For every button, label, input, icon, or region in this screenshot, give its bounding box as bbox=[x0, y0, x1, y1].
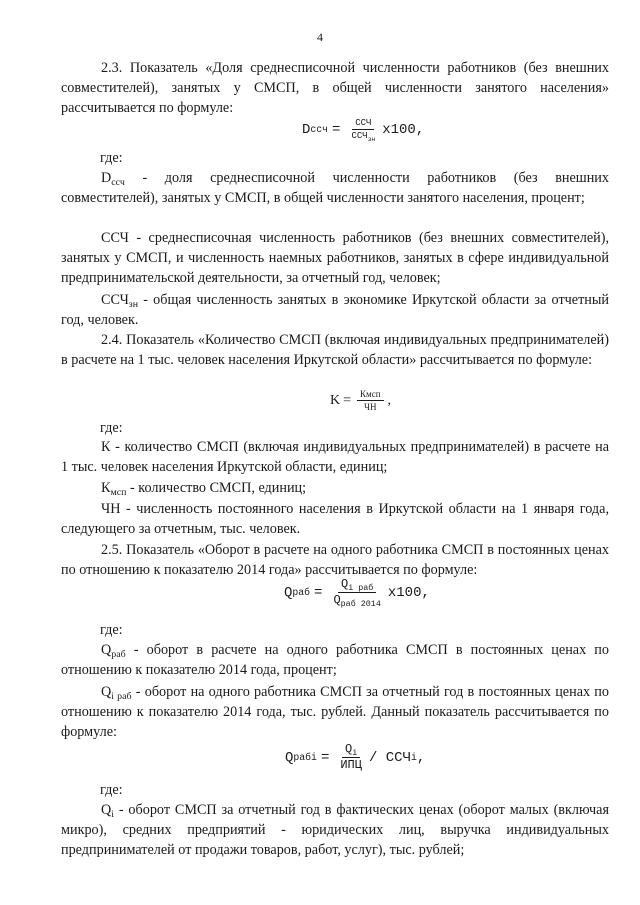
definition-k: К - количество СМСП (включая индивидуальных предпринимателей) в расчете на 1 тыс. человек населения Иркутской области, единиц; bbox=[61, 439, 609, 476]
where-label-1: где: bbox=[100, 150, 123, 166]
page-number: 4 bbox=[317, 30, 323, 44]
where-label-2: где: bbox=[100, 420, 123, 436]
paragraph-2-4: 2.4. Показатель «Количество СМСП (включая индивидуальных предпринимателей) в расчете на 1 тыс. человек населения Иркутской области» рассчитывается по формуле: bbox=[61, 332, 609, 369]
formula-k: K = $\frac{\text{Кмсп}}{ЧН}$ , bbox=[330, 389, 392, 412]
where-label-3: где: bbox=[100, 622, 123, 638]
definition-chn: ЧН - численность постоянного населения в Иркутской области на 1 января года, следующего за отчетным, тыс. человек. bbox=[61, 501, 609, 538]
paragraph-2-3: 2.3. Показатель «Доля среднесписочной численности работников (без внешних совместителей), занятых у СМСП, в общей численности занятого населения» рассчитывается по формуле: bbox=[61, 60, 609, 117]
definition-qi: $Q_i$ - оборот СМСП за отчетный год в фактических ценах (оборот малых (включая микро), средних предприятий - юридических лиц, выручка индивидуальных предпринимателей от продажи товаров, работ, услуг), тыс. рублей; bbox=[61, 802, 609, 859]
definition-qrab: $Q_{раб}$ - оборот в расчете на одного работника СМСП в постоянных ценах по отношению к показателю 2014 года, процент; bbox=[61, 642, 609, 679]
formula-qrab: Q раб = $\frac{Q_{i раб}}{Q_{раб 2014}}$ х100, bbox=[284, 577, 430, 609]
formula-qrabi: Q рабi = $\frac{Q_i}{\text{ИПЦ}}$ / ССЧ i , bbox=[285, 742, 426, 772]
definition-qirab: $Q_{i раб}$ - оборот на одного работника СМСП за отчетный год в постоянных ценах по отношению к показателю 2014 года, тыс. рублей. Данный показатель рассчитывается по формуле: bbox=[61, 684, 609, 741]
paragraph-2-5: 2.5. Показатель «Оборот в расчете на одного работника СМСП в постоянных ценах по отношению к показателю 2014 года» рассчитывается по формуле: bbox=[61, 542, 609, 579]
definition-kmsp: $К_{мсп}$ - количество СМСП, единиц; bbox=[101, 480, 307, 498]
formula-dssch: D ссч = $\frac{\text{ССЧ}}{ССЧ_{зн}}$ х100, bbox=[302, 118, 425, 143]
definition-dssch: $D_{ссч}$ - доля среднесписочной численности работников (без внешних совместителей), занятых у СМСП, в общей численности занятого населения, процент; bbox=[61, 170, 609, 207]
definition-ssch: ССЧ - среднесписочная численность работников (без внешних совместителей), занятых у СМСП, и численность наемных работников, занятых в сфере индивидуальной предпринимательской деятельности, за отчетный год, человек; bbox=[61, 230, 609, 287]
where-label-4: где: bbox=[100, 782, 123, 798]
definition-ssch-zn: $ССЧ_{зн}$ - общая численность занятых в экономике Иркутской области за отчетный год, человек. bbox=[61, 292, 609, 329]
